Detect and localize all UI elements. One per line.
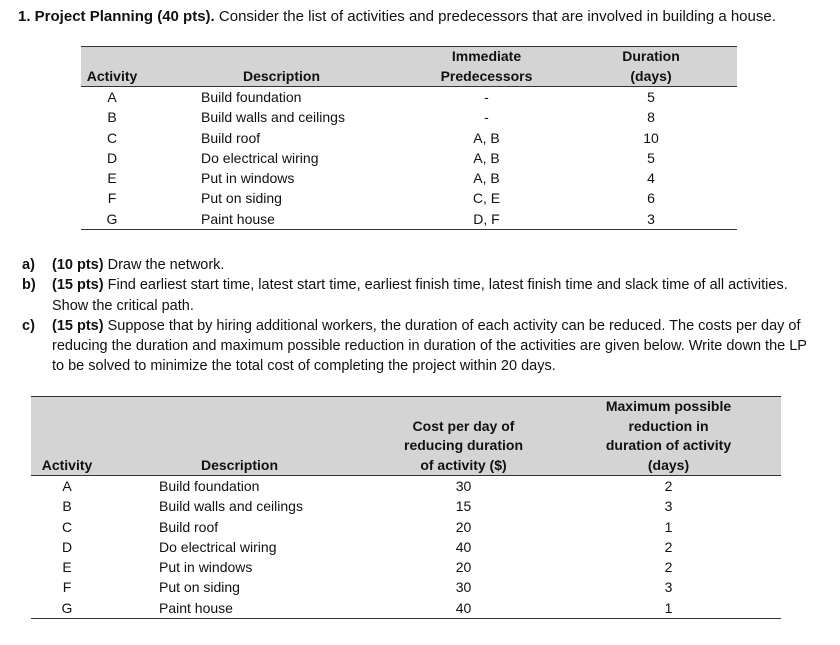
cell-description: Build walls and ceilings (201, 109, 345, 126)
cell-cost: 15 (455, 498, 472, 515)
table-row (31, 577, 781, 597)
col-header-description: Description (103, 397, 371, 476)
cell-description: Put in windows (201, 170, 295, 187)
cell-description: Build foundation (159, 478, 260, 494)
cell-max-reduction: 1 (664, 518, 673, 535)
cell-predecessors: D, F (408, 209, 565, 230)
table-row (81, 87, 737, 108)
cell-max-reduction: 1 (556, 598, 781, 619)
cell-max-reduction: 2 (664, 538, 673, 555)
cell-predecessors: A, B (473, 149, 500, 166)
table-row (31, 517, 781, 537)
col-header-max-reduction: Maximum possible reduction in duration of activity (days) (556, 397, 781, 476)
cell-duration: 3 (565, 209, 737, 230)
cell-predecessors: A, B (473, 129, 500, 146)
cell-duration: 6 (647, 190, 655, 207)
cell-activity: B (62, 498, 72, 515)
cell-activity: G (31, 598, 103, 619)
heading-text: Consider the list of activities and predecessors that are involved in building a house. (218, 8, 776, 25)
cell-activity: E (107, 170, 117, 187)
table-row (81, 107, 737, 127)
question-text: Draw the network. (107, 257, 225, 273)
cell-duration: 5 (647, 149, 655, 166)
cell-predecessors: A, B (473, 170, 500, 187)
activities-table (81, 46, 737, 230)
cell-duration: 10 (643, 129, 659, 146)
question-label: c) (22, 317, 35, 334)
cell-cost: 30 (455, 579, 472, 596)
table-row (31, 598, 781, 619)
question-points: (15 pts) (52, 277, 104, 294)
cell-activity: D (61, 538, 73, 555)
cell-description: Build walls and ceilings (159, 498, 303, 515)
cell-max-reduction: 3 (664, 579, 673, 596)
cell-description: Put in windows (159, 559, 253, 576)
cell-description: Put on siding (201, 190, 282, 207)
cell-cost: 40 (371, 598, 556, 619)
cell-max-reduction: 3 (664, 498, 673, 515)
col-header-activity: Activity (81, 47, 143, 87)
cell-activity: C (106, 129, 118, 146)
question-label: b) (22, 277, 36, 294)
cell-description: Build foundation (201, 89, 302, 105)
question-b (22, 275, 812, 316)
cost-reduction-table (31, 396, 781, 619)
table-row (81, 188, 737, 208)
cell-predecessors: - (484, 109, 489, 126)
table-row (81, 128, 737, 148)
question-text: Suppose that by hiring additional workers, the duration of each activity can be reduced. The costs per day of reducing the duration and maximum possible reduction in duration of the activities are given below. Write down the LP to be solved to minimize the total cost of completing the project within 20 days. (52, 317, 807, 375)
cell-max-reduction: 2 (664, 478, 673, 494)
cell-activity: G (81, 209, 143, 230)
question-label: a) (22, 257, 35, 273)
col-header-duration: Duration (days) (565, 47, 737, 87)
question-points: (10 pts) (52, 257, 104, 273)
cell-description: Put on siding (159, 579, 240, 596)
table-row (31, 496, 781, 516)
cell-cost: 20 (455, 559, 472, 576)
cell-activity: F (62, 579, 72, 596)
cell-cost: 20 (455, 518, 472, 535)
cell-activity: A (107, 89, 117, 105)
cell-activity: F (107, 190, 117, 207)
cell-cost: 40 (455, 538, 472, 555)
cell-description: Paint house (143, 209, 408, 230)
cell-activity: E (62, 559, 72, 576)
question-text: Find earliest start time, latest start time, earliest finish time, latest finish time and slack time of all activities. Show the critical path. (52, 277, 788, 314)
table-row (31, 537, 781, 557)
cell-activity: A (62, 478, 72, 494)
cell-activity: C (61, 518, 73, 535)
heading-title: 1. Project Planning (40 pts). (18, 8, 215, 25)
table-row (81, 168, 737, 188)
col-header-predecessors: Immediate Predecessors (408, 47, 565, 87)
cell-activity: B (107, 109, 117, 126)
cell-description: Do electrical wiring (201, 149, 319, 166)
cell-duration: 5 (647, 89, 655, 105)
question-c (22, 316, 812, 377)
cell-cost: 30 (455, 478, 472, 494)
question-points: (15 pts) (52, 317, 104, 334)
cell-description: Build roof (159, 518, 219, 535)
cell-description: Build roof (201, 129, 261, 146)
col-header-activity: Activity (31, 397, 103, 476)
cell-duration: 8 (647, 109, 655, 126)
table-row (31, 557, 781, 577)
table-row (81, 148, 737, 168)
page-heading (18, 8, 776, 25)
cell-predecessors: C, E (472, 190, 501, 207)
cell-description: Do electrical wiring (159, 538, 277, 555)
table-row (81, 209, 737, 230)
cell-description: Paint house (103, 598, 371, 619)
questions-list (22, 255, 812, 377)
question-a (22, 255, 812, 275)
cell-activity: D (106, 149, 118, 166)
cell-max-reduction: 2 (664, 559, 673, 576)
col-header-cost: Cost per day of reducing duration of activity ($) (371, 397, 556, 476)
col-header-description: Description (143, 47, 408, 87)
table-row (31, 476, 781, 497)
cell-duration: 4 (647, 170, 655, 187)
cell-predecessors: - (484, 89, 489, 105)
